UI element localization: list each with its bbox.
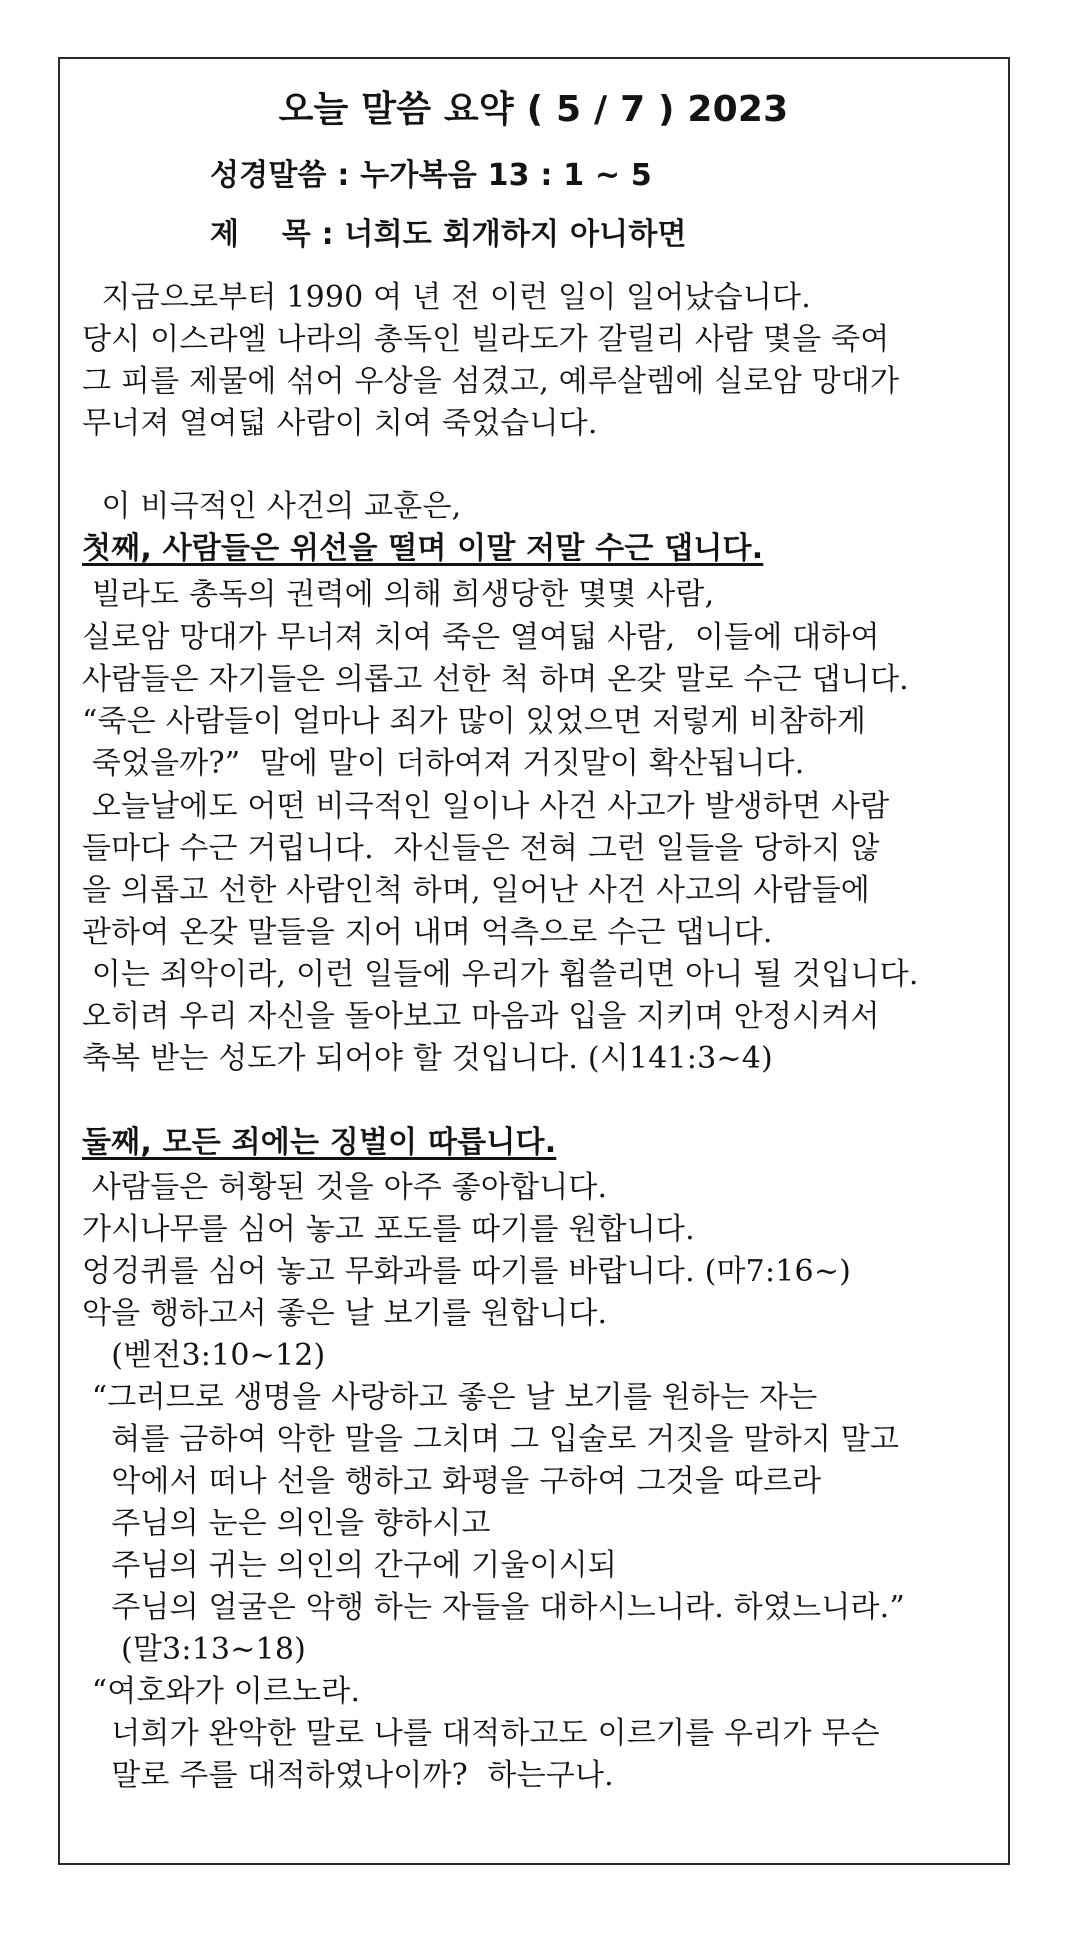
body-line: 들마다 수근 거립니다. 자신들은 전혀 그런 일들을 당하지 않 [82,831,880,866]
body-line: 죽었을까?” 말에 말이 더하여져 거짓말이 확산됩니다. [82,746,805,781]
body-line: 엉겅퀴를 심어 놓고 무화과를 따기를 바랍니다. (마7:16~) [82,1254,852,1289]
body-line: 주님의 귀는 의인의 간구에 기울이시되 [82,1548,618,1583]
body-line: 관하여 온갖 말들을 지어 내며 억측으로 수근 댑니다. [82,915,773,950]
body-line: 사람들은 허황된 것을 아주 좋아합니다. [82,1170,608,1205]
body-line: 축복 받는 성도가 되어야 할 것입니다. (시141:3~4) [82,1041,773,1076]
section-heading: 둘째, 모든 죄에는 징벌이 따릅니다. [82,1125,557,1160]
body-line: 지금으로부터 1990 여 년 전 이런 일이 일어났습니다. [82,280,811,315]
body-line: “그러므로 생명을 사랑하고 좋은 날 보기를 원하는 자는 [82,1380,818,1415]
body-line: (말3:13~18) [82,1632,307,1667]
body-line: 당시 이스라엘 나라의 총독인 빌라도가 갈릴리 사람 몇을 죽여 [82,322,890,357]
body-line: 악을 행하고서 좋은 날 보기를 원합니다. [82,1296,608,1331]
body-line: 오늘날에도 어떤 비극적인 일이나 사건 사고가 발생하면 사람 [82,789,890,824]
scripture-reference: 성경말씀 : 누가복음 13 : 1 ~ 5 [210,158,652,193]
page-title: 오늘 말씀 요약 ( 5 / 7 ) 2023 [278,89,789,130]
body-line: 주님의 얼굴은 악행 하는 자들을 대하시느니라. 하였느니라.” [82,1590,905,1625]
sermon-subject: 제 목 : 너희도 회개하지 아니하면 [210,217,687,252]
body-line: “죽은 사람들이 얼마나 죄가 많이 있었으면 저렇게 비참하게 [82,704,867,739]
body-line: 혀를 금하여 악한 말을 그치며 그 입술로 거짓을 말하지 말고 [82,1422,900,1457]
body-line: 을 의롭고 선한 사람인척 하며, 일어난 사건 사고의 사람들에 [82,873,870,908]
body-line: 주님의 눈은 의인을 향하시고 [82,1506,491,1541]
body-line: 오히려 우리 자신을 돌아보고 마음과 입을 지키며 안정시켜서 [82,999,880,1034]
body-line: 말로 주를 대적하였나이까? 하는구나. [82,1758,614,1793]
body-line: 이 비극적인 사건의 교훈은, [82,489,462,524]
body-line: 빌라도 총독의 권력에 의해 희생당한 몇몇 사람, [82,577,715,612]
body-line: 그 피를 제물에 섞어 우상을 섬겼고, 예루살렘에 실로암 망대가 [82,364,900,399]
body-line: 악에서 떠나 선을 행하고 화평을 구하여 그것을 따르라 [82,1464,822,1499]
body-line: 이는 죄악이라, 이런 일들에 우리가 휩쓸리면 아니 될 것입니다. [82,957,919,992]
section-heading: 첫째, 사람들은 위선을 떨며 이말 저말 수근 댑니다. [82,531,764,566]
body-line: “여호와가 이르노라. [82,1674,361,1709]
body-line: 사람들은 자기들은 의롭고 선한 척 하며 온갖 말로 수근 댑니다. [82,662,909,697]
body-line: 실로암 망대가 무너져 치여 죽은 열여덟 사람, 이들에 대하여 [82,620,880,655]
body-line: (벧전3:10~12) [82,1338,326,1373]
body-line: 가시나무를 심어 놓고 포도를 따기를 원합니다. [82,1212,695,1247]
body-line: 너희가 완악한 말로 나를 대적하고도 이르기를 우리가 무슨 [82,1716,880,1751]
body-line: 무너져 열여덟 사람이 치여 죽었습니다. [82,406,598,441]
